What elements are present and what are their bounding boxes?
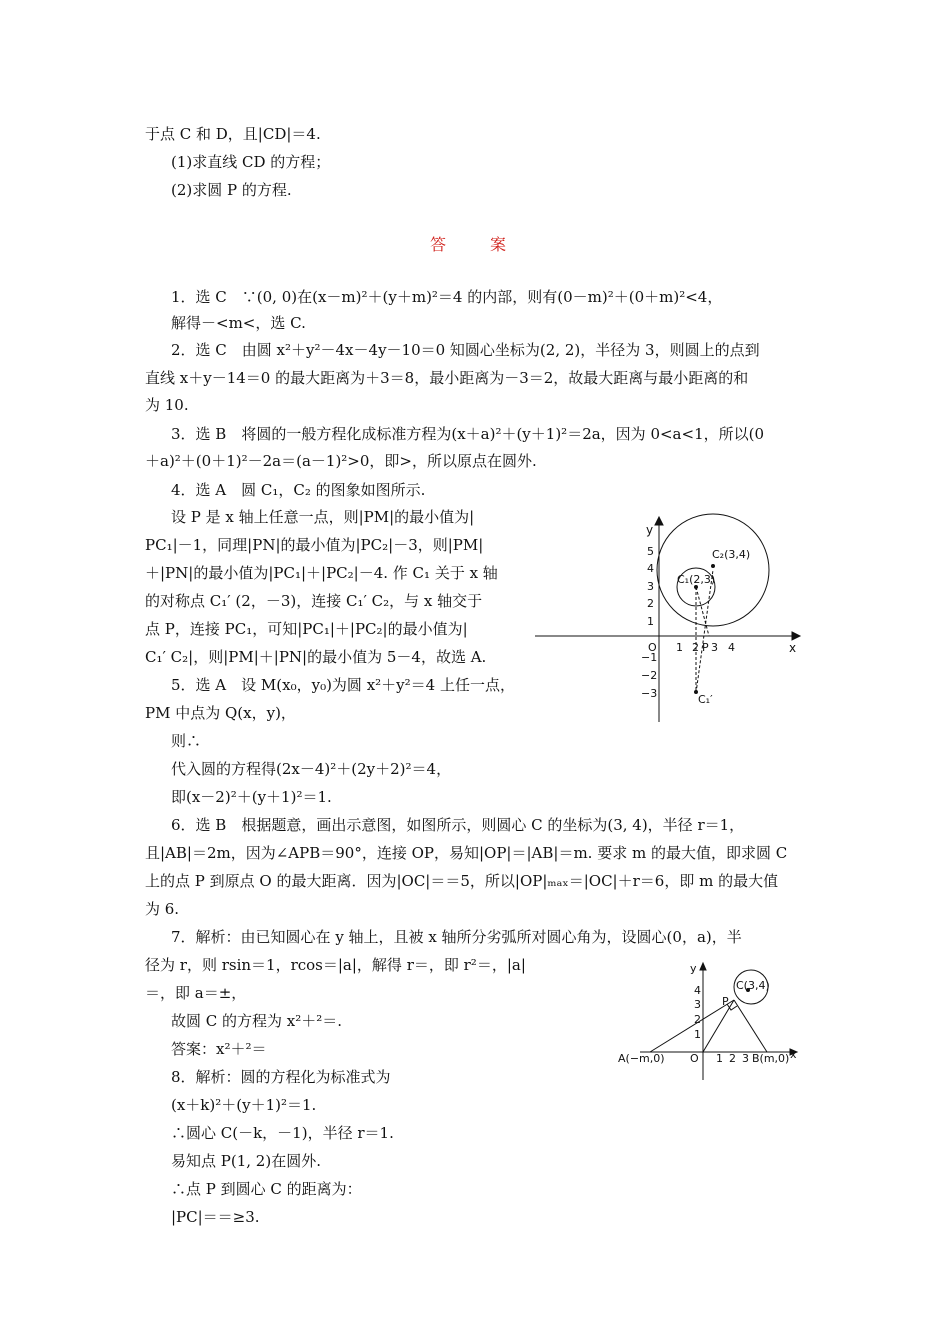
text-line: 解得－<m<，选 C. — [171, 314, 306, 332]
figure2-y-tick: 2 — [694, 1013, 701, 1026]
text-line: 3．选 B 将圆的一般方程化成标准方程为(x＋a)²＋(y＋1)²＝2a，因为 0<a<1，所以(0 — [171, 425, 765, 443]
figure1-axis-x: x — [789, 641, 797, 655]
text-line: 的对称点 C₁′ (2，－3)，连接 C₁′ C₂，与 x 轴交于 — [145, 592, 483, 610]
figure1-y-tick: 5 — [647, 545, 654, 558]
figure2-y-tick: 4 — [694, 984, 701, 997]
figure2-x-tick: 3 — [742, 1052, 749, 1065]
text-line: PM 中点为 Q(x，y)， — [145, 704, 296, 722]
text-line: ＋|PN|的最小值为|PC₁|＋|PC₂|－4. 作 C₁ 关于 x 轴 — [145, 564, 498, 582]
text-line: 6．选 B 根据题意，画出示意图，如图所示，则圆心 C 的坐标为(3, 4)，半径 r＝1， — [171, 816, 745, 834]
figure2-x-tick: 1 — [716, 1052, 723, 1065]
figure2-origin: O — [690, 1052, 699, 1065]
text-line: (2)求圆 P 的方程. — [171, 181, 292, 199]
text-line: 7．解析：由已知圆心在 y 轴上，且被 x 轴所分劣弧所对圆心角为，设圆心(0，a)，半 — [171, 928, 742, 946]
text-line: 为 6. — [145, 900, 180, 918]
text-line: 则∴ — [171, 732, 202, 750]
text-line: ∴圆心 C(－k，－1)，半径 r＝1. — [171, 1124, 394, 1142]
text-line: 4．选 A 圆 C₁，C₂ 的图象如图所示. — [171, 481, 426, 499]
text-line: 故圆 C 的方程为 x²＋²＝. — [171, 1012, 343, 1030]
figure1-label-c1: C₁(2,3) — [677, 573, 716, 586]
figure1-x-tick: 2 — [692, 641, 699, 654]
figure2-label-c: C(3,4) — [736, 979, 770, 992]
figure1-x-tick-p: P — [702, 641, 709, 654]
figure2-label-b: B(m,0) — [752, 1052, 790, 1065]
text-line: 8．解析：圆的方程化为标准式为 — [171, 1068, 391, 1086]
figure1-x-tick: 3 — [711, 641, 718, 654]
figure2-label-a: A(−m,0) — [618, 1052, 665, 1065]
figure2-y-tick: 3 — [694, 998, 701, 1011]
text-line: 上的点 P 到原点 O 的最大距离．因为|OC|＝＝5，所以|OP|ₘₐₓ＝|OC|＋r＝6，即 m 的最大值 — [145, 872, 779, 890]
figure1-x-tick: 4 — [728, 641, 735, 654]
figure1-origin: O — [648, 641, 657, 654]
text-line: 为 10. — [145, 396, 189, 414]
figure1-y-tick: 2 — [647, 597, 654, 610]
figure1-label-c2: C₂(3,4) — [712, 548, 751, 561]
figure2-axis-x: x — [790, 1048, 797, 1061]
figure2-y-tick: 1 — [694, 1028, 701, 1041]
figure1-y-tick: −2 — [641, 669, 658, 682]
text-line: ＝，即 a＝±， — [145, 984, 247, 1002]
figure1-y-tick: −1 — [641, 651, 658, 664]
figure1-x-tick: 1 — [676, 641, 683, 654]
figure-circle-c-angle-apb — [615, 955, 805, 1085]
figure1-y-tick: 3 — [647, 580, 654, 593]
text-line: 径为 r，则 rsin＝1，rcos＝|a|，解得 r＝，即 r²＝，|a| — [145, 956, 526, 974]
figure1-axis-y: y — [646, 523, 654, 537]
text-line: |PC|＝＝≥3. — [171, 1208, 260, 1226]
text-line: 且|AB|＝2m，因为∠APB＝90°，连接 OP，易知|OP|＝|AB|＝m. 要求 m 的最大值，即求圆 C — [145, 844, 788, 862]
text-line: 即(x－2)²＋(y＋1)²＝1. — [171, 788, 332, 806]
figure2-x-tick: 2 — [729, 1052, 736, 1065]
answer-title: 答 案 — [429, 235, 520, 254]
text-line: ∴点 P 到圆心 C 的距离为： — [171, 1180, 362, 1198]
text-line: 设 P 是 x 轴上任意一点，则|PM|的最小值为| — [171, 508, 475, 526]
text-line: 易知点 P(1, 2)在圆外. — [171, 1152, 321, 1170]
text-line: 2．选 C 由圆 x²＋y²－4x－4y－10＝0 知圆心坐标为(2, 2)，半径为 3，则圆上的点到 — [171, 341, 760, 359]
text-line: 1．选 C ∵(0, 0)在(x－m)²＋(y＋m)²＝4 的内部，则有(0－m)²＋(0＋m)²<4， — [171, 288, 723, 306]
text-line: ＋a)²＋(0＋1)²－2a＝(a－1)²>0，即>，所以原点在圆外. — [145, 452, 537, 470]
text-line: 点 P，连接 PC₁，可知|PC₁|＋|PC₂|的最小值为| — [145, 620, 468, 638]
figure1-label-c1-prime: C₁′ — [698, 693, 713, 706]
figure1-y-tick: −3 — [641, 687, 658, 700]
text-line: 直线 x＋y－14＝0 的最大距离为＋3＝8，最小距离为－3＝2，故最大距离与最小距离的和 — [145, 369, 749, 387]
text-line: PC₁|－1，同理|PN|的最小值为|PC₂|－3，则|PM| — [145, 536, 484, 554]
figure2-axis-y: y — [690, 962, 697, 975]
figure1-y-tick: 4 — [647, 562, 654, 575]
text-line: 5．选 A 设 M(x₀，y₀)为圆 x²＋y²＝4 上任一点， — [171, 676, 515, 694]
figure1-y-tick: 1 — [647, 615, 654, 628]
text-line: 代入圆的方程得(2x－4)²＋(2y＋2)²＝4， — [171, 760, 452, 778]
text-line: (1)求直线 CD 的方程； — [171, 153, 331, 171]
text-line: (x＋k)²＋(y＋1)²＝1. — [171, 1096, 317, 1114]
text-line: 答案：x²＋²＝ — [171, 1040, 267, 1058]
text-line: C₁′ C₂|，则|PM|＋|PN|的最小值为 5－4，故选 A. — [145, 648, 487, 666]
figure-circles-c1-c2 — [530, 510, 810, 730]
text-line: 于点 C 和 D，且|CD|＝4. — [145, 125, 321, 143]
figure2-label-p: P — [722, 995, 729, 1008]
